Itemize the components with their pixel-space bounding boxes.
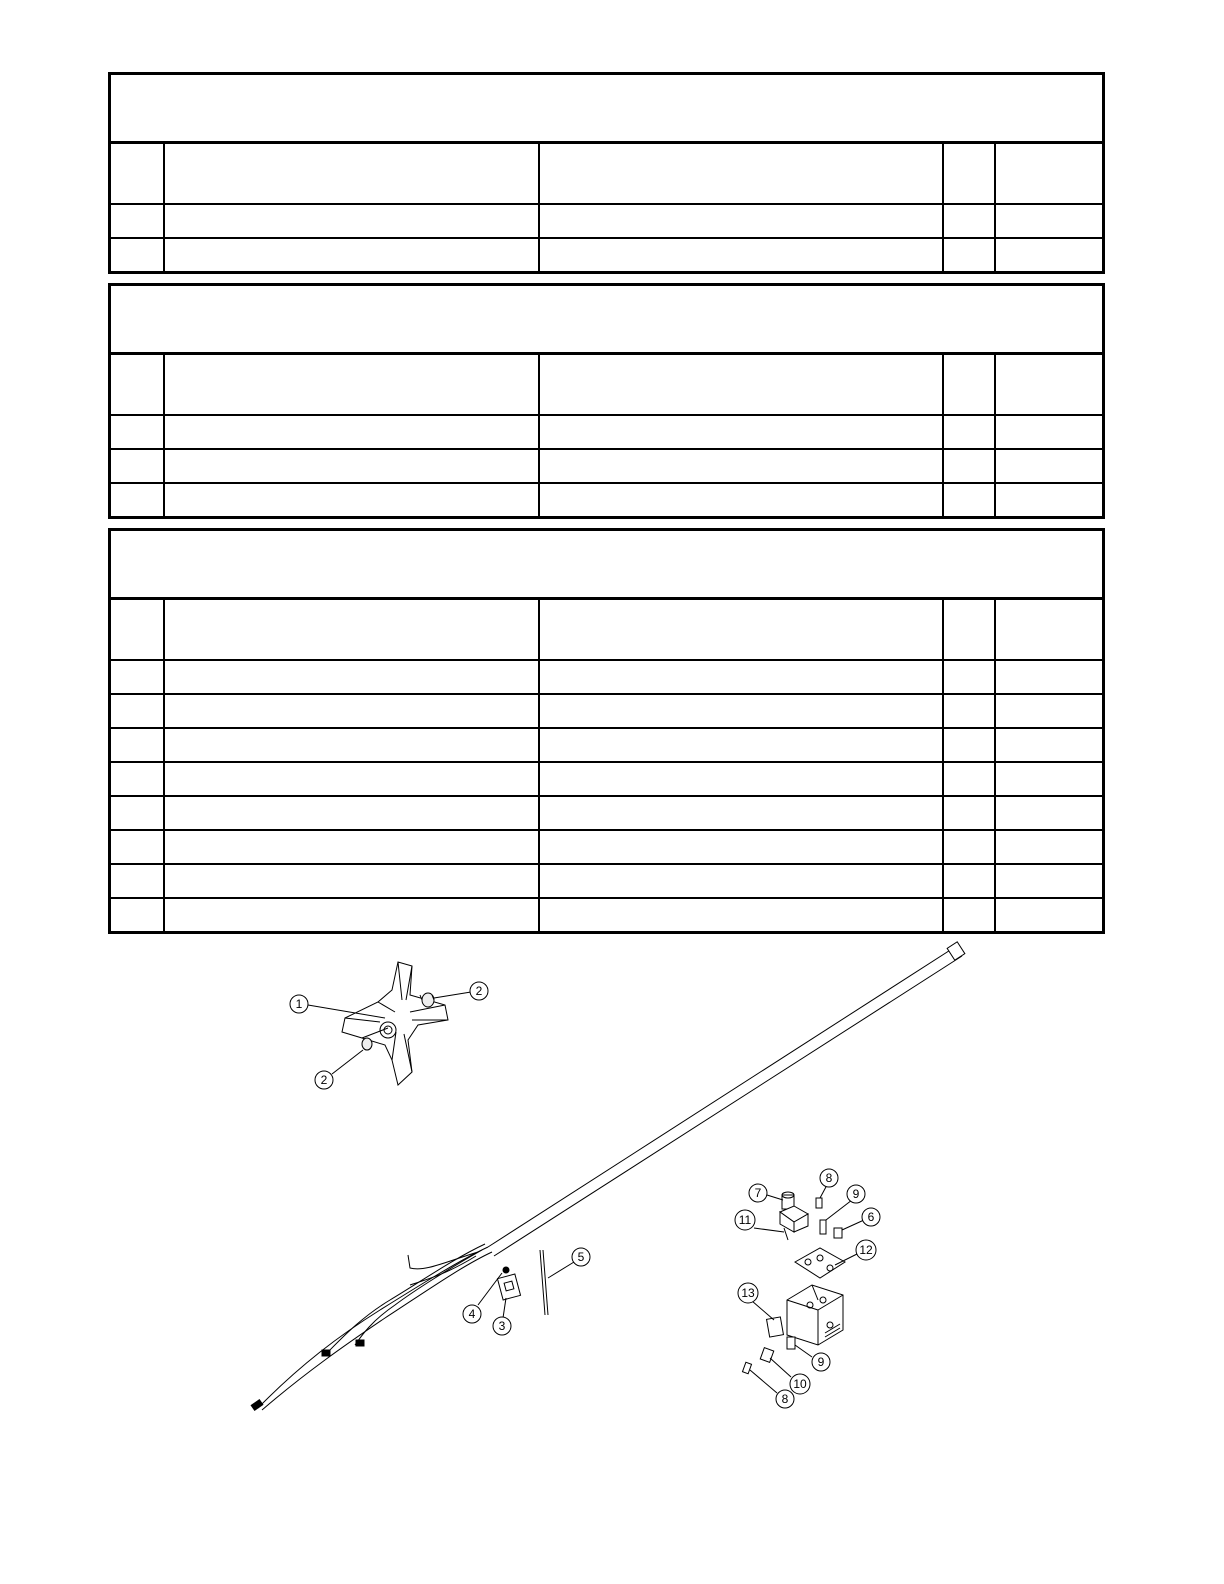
table-row bbox=[111, 203, 1102, 237]
table-title bbox=[111, 286, 1102, 355]
cell-part-no bbox=[163, 797, 538, 829]
callout-9 bbox=[812, 1353, 830, 1371]
header-description bbox=[538, 600, 942, 659]
header-note bbox=[994, 144, 1102, 203]
cell-part-no bbox=[163, 899, 538, 931]
header-qty bbox=[942, 355, 994, 414]
table-row bbox=[111, 897, 1102, 931]
callout-2 bbox=[315, 1071, 333, 1089]
header-note bbox=[994, 355, 1102, 414]
callout-3 bbox=[493, 1317, 511, 1335]
knob-drawing bbox=[780, 1192, 808, 1232]
cell-item-no bbox=[111, 831, 163, 863]
table-row bbox=[111, 761, 1102, 795]
cell-note bbox=[994, 729, 1102, 761]
callout-5 bbox=[572, 1248, 590, 1266]
cell-item-no bbox=[111, 797, 163, 829]
table-row bbox=[111, 727, 1102, 761]
cell-item-no bbox=[111, 450, 163, 482]
control-box-drawing bbox=[787, 1285, 843, 1345]
cell-qty bbox=[942, 661, 994, 693]
callout-1 bbox=[290, 995, 308, 1013]
callout-label: 9 bbox=[817, 1355, 825, 1369]
table-row bbox=[111, 237, 1102, 271]
cell-qty bbox=[942, 416, 994, 448]
callout-label: 13 bbox=[741, 1286, 755, 1300]
header-part-no bbox=[163, 355, 538, 414]
parts-table-1 bbox=[108, 72, 1105, 274]
cell-item-no bbox=[111, 416, 163, 448]
callout-7 bbox=[749, 1184, 767, 1202]
callout-label: 5 bbox=[577, 1250, 585, 1264]
cell-item-no bbox=[111, 239, 163, 271]
cell-description bbox=[538, 729, 942, 761]
table-title bbox=[111, 75, 1102, 144]
cell-part-no bbox=[163, 450, 538, 482]
cell-note bbox=[994, 239, 1102, 271]
agitator-blade-drawing bbox=[342, 962, 448, 1085]
cell-note bbox=[994, 763, 1102, 795]
cell-description bbox=[538, 484, 942, 516]
gasket-plate-drawing bbox=[795, 1248, 845, 1278]
long-tube-drawing bbox=[488, 942, 965, 1256]
cell-description bbox=[538, 865, 942, 897]
cell-qty bbox=[942, 484, 994, 516]
cell-qty bbox=[942, 797, 994, 829]
callout-label: 2 bbox=[475, 984, 483, 998]
cell-note bbox=[994, 695, 1102, 727]
cell-description bbox=[538, 450, 942, 482]
cell-part-no bbox=[163, 661, 538, 693]
callout-label: 8 bbox=[781, 1392, 789, 1406]
cell-item-no bbox=[111, 661, 163, 693]
cell-description bbox=[538, 239, 942, 271]
parts-table-2 bbox=[108, 283, 1105, 519]
cell-description bbox=[538, 205, 942, 237]
cell-description bbox=[538, 416, 942, 448]
cell-qty bbox=[942, 695, 994, 727]
cell-qty bbox=[942, 205, 994, 237]
cell-note bbox=[994, 484, 1102, 516]
cell-qty bbox=[942, 899, 994, 931]
cell-item-no bbox=[111, 865, 163, 897]
cell-note bbox=[994, 450, 1102, 482]
callout-label: 12 bbox=[859, 1243, 873, 1257]
cell-description bbox=[538, 831, 942, 863]
cell-description bbox=[538, 661, 942, 693]
cell-note bbox=[994, 661, 1102, 693]
cell-part-no bbox=[163, 484, 538, 516]
table-row bbox=[111, 659, 1102, 693]
exploded-parts-diagram bbox=[0, 935, 1224, 1435]
cell-part-no bbox=[163, 416, 538, 448]
cell-description bbox=[538, 695, 942, 727]
header-description bbox=[538, 355, 942, 414]
header-qty bbox=[942, 144, 994, 203]
callout-9 bbox=[847, 1185, 865, 1203]
callout-label: 1 bbox=[295, 997, 303, 1011]
callout-13 bbox=[738, 1283, 758, 1303]
table-row bbox=[111, 795, 1102, 829]
cell-part-no bbox=[163, 729, 538, 761]
table-row bbox=[111, 693, 1102, 727]
cell-qty bbox=[942, 450, 994, 482]
cell-item-no bbox=[111, 205, 163, 237]
cell-note bbox=[994, 831, 1102, 863]
cable-tie-drawing bbox=[540, 1250, 548, 1315]
cell-note bbox=[994, 416, 1102, 448]
cell-description bbox=[538, 763, 942, 795]
cell-qty bbox=[942, 239, 994, 271]
table-row bbox=[111, 482, 1102, 516]
table-row bbox=[111, 414, 1102, 448]
header-part-no bbox=[163, 144, 538, 203]
callout-label: 2 bbox=[320, 1073, 328, 1087]
callout-2 bbox=[470, 982, 488, 1000]
cell-part-no bbox=[163, 831, 538, 863]
cell-note bbox=[994, 797, 1102, 829]
cell-note bbox=[994, 899, 1102, 931]
callout-label: 4 bbox=[468, 1307, 476, 1321]
cell-item-no bbox=[111, 729, 163, 761]
header-item-no bbox=[111, 144, 163, 203]
cell-description bbox=[538, 899, 942, 931]
cell-item-no bbox=[111, 484, 163, 516]
table-title bbox=[111, 531, 1102, 600]
callout-8 bbox=[776, 1390, 794, 1408]
header-item-no bbox=[111, 600, 163, 659]
header-description bbox=[538, 144, 942, 203]
cell-qty bbox=[942, 729, 994, 761]
cell-qty bbox=[942, 763, 994, 795]
callout-12 bbox=[856, 1240, 876, 1260]
cell-note bbox=[994, 205, 1102, 237]
table-row bbox=[111, 863, 1102, 897]
callout-4 bbox=[463, 1305, 481, 1323]
cell-part-no bbox=[163, 695, 538, 727]
cell-part-no bbox=[163, 205, 538, 237]
callout-label: 3 bbox=[498, 1319, 506, 1333]
cell-qty bbox=[942, 831, 994, 863]
cell-note bbox=[994, 865, 1102, 897]
parts-table-3 bbox=[108, 528, 1105, 934]
switch-block-drawing bbox=[497, 1267, 520, 1300]
wire-harness-drawing bbox=[251, 1244, 492, 1410]
callout-label: 9 bbox=[852, 1187, 860, 1201]
table-row bbox=[111, 829, 1102, 863]
callout-label: 7 bbox=[754, 1186, 762, 1200]
callout-label: 8 bbox=[825, 1171, 833, 1185]
callout-label: 10 bbox=[793, 1377, 807, 1391]
header-qty bbox=[942, 600, 994, 659]
callout-10 bbox=[790, 1374, 810, 1394]
cell-qty bbox=[942, 865, 994, 897]
cell-part-no bbox=[163, 763, 538, 795]
cell-item-no bbox=[111, 899, 163, 931]
table-header-row bbox=[111, 144, 1102, 203]
header-part-no bbox=[163, 600, 538, 659]
cell-item-no bbox=[111, 763, 163, 795]
cell-description bbox=[538, 797, 942, 829]
cell-item-no bbox=[111, 695, 163, 727]
table-header-row bbox=[111, 600, 1102, 659]
table-header-row bbox=[111, 355, 1102, 414]
cell-part-no bbox=[163, 239, 538, 271]
cell-part-no bbox=[163, 865, 538, 897]
table-row bbox=[111, 448, 1102, 482]
header-item-no bbox=[111, 355, 163, 414]
callout-8 bbox=[820, 1169, 838, 1187]
header-note bbox=[994, 600, 1102, 659]
callout-label: 11 bbox=[738, 1213, 752, 1227]
callout-label: 6 bbox=[867, 1210, 875, 1224]
callout-6 bbox=[862, 1208, 880, 1226]
callout-11 bbox=[735, 1210, 755, 1230]
